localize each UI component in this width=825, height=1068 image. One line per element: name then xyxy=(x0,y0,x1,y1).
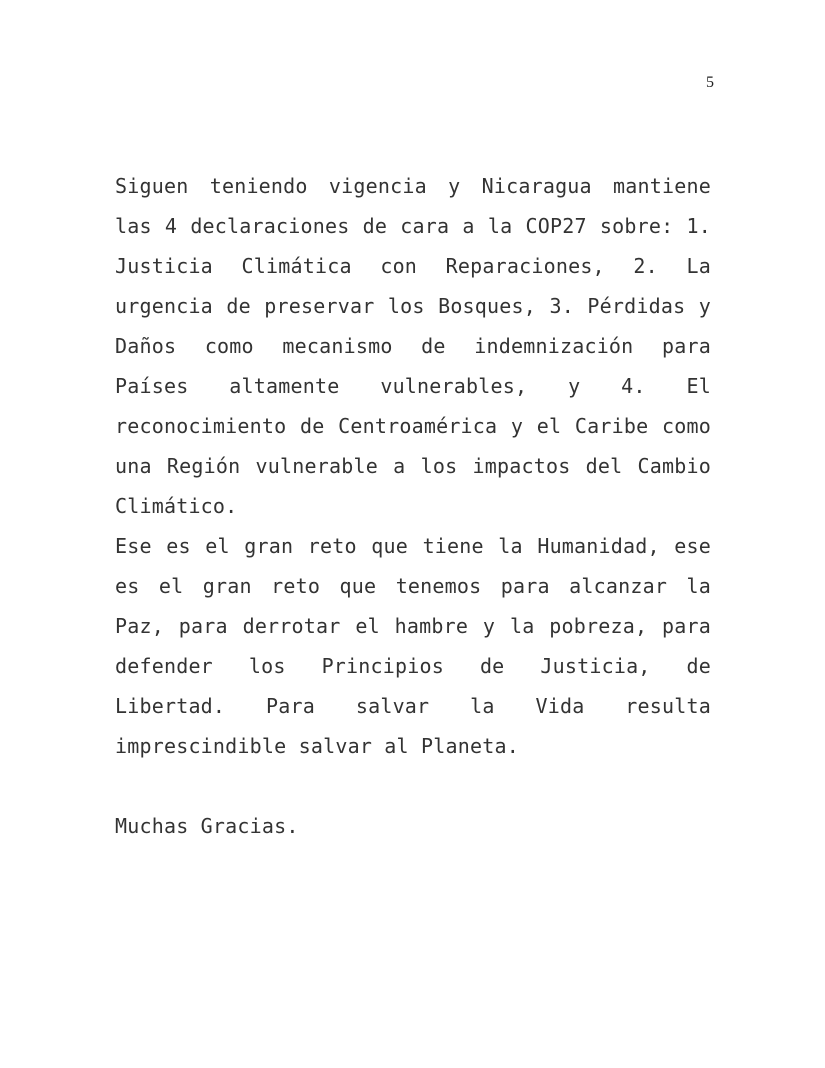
paragraph-closing-thanks: Muchas Gracias. xyxy=(115,814,299,838)
paragraph-humanity-challenge: Ese es el gran reto que tiene la Humanidad, ese es el gran reto que tenemos para alcanzar la Paz, para derrotar el hambre y la pobreza, para defender los Principios de Justicia, de Libertad. Para salvar la Vida resulta imprescindible salvar al Planeta. xyxy=(115,534,711,758)
page-number: 5 xyxy=(706,74,714,91)
paragraph-cop27-declarations: Siguen teniendo vigencia y Nicaragua mantiene las 4 declaraciones de cara a la COP27 sobre: 1. Justicia Climática con Reparaciones, 2. La urgencia de preservar los Bosques, 3. Pérdidas y Daños como mecanismo de indemnización para Países altamente vulnerables, y 4. El reconocimiento de Centroamérica y el Caribe como una Región vulnerable a los impactos del Cambio Climático. xyxy=(115,174,711,518)
